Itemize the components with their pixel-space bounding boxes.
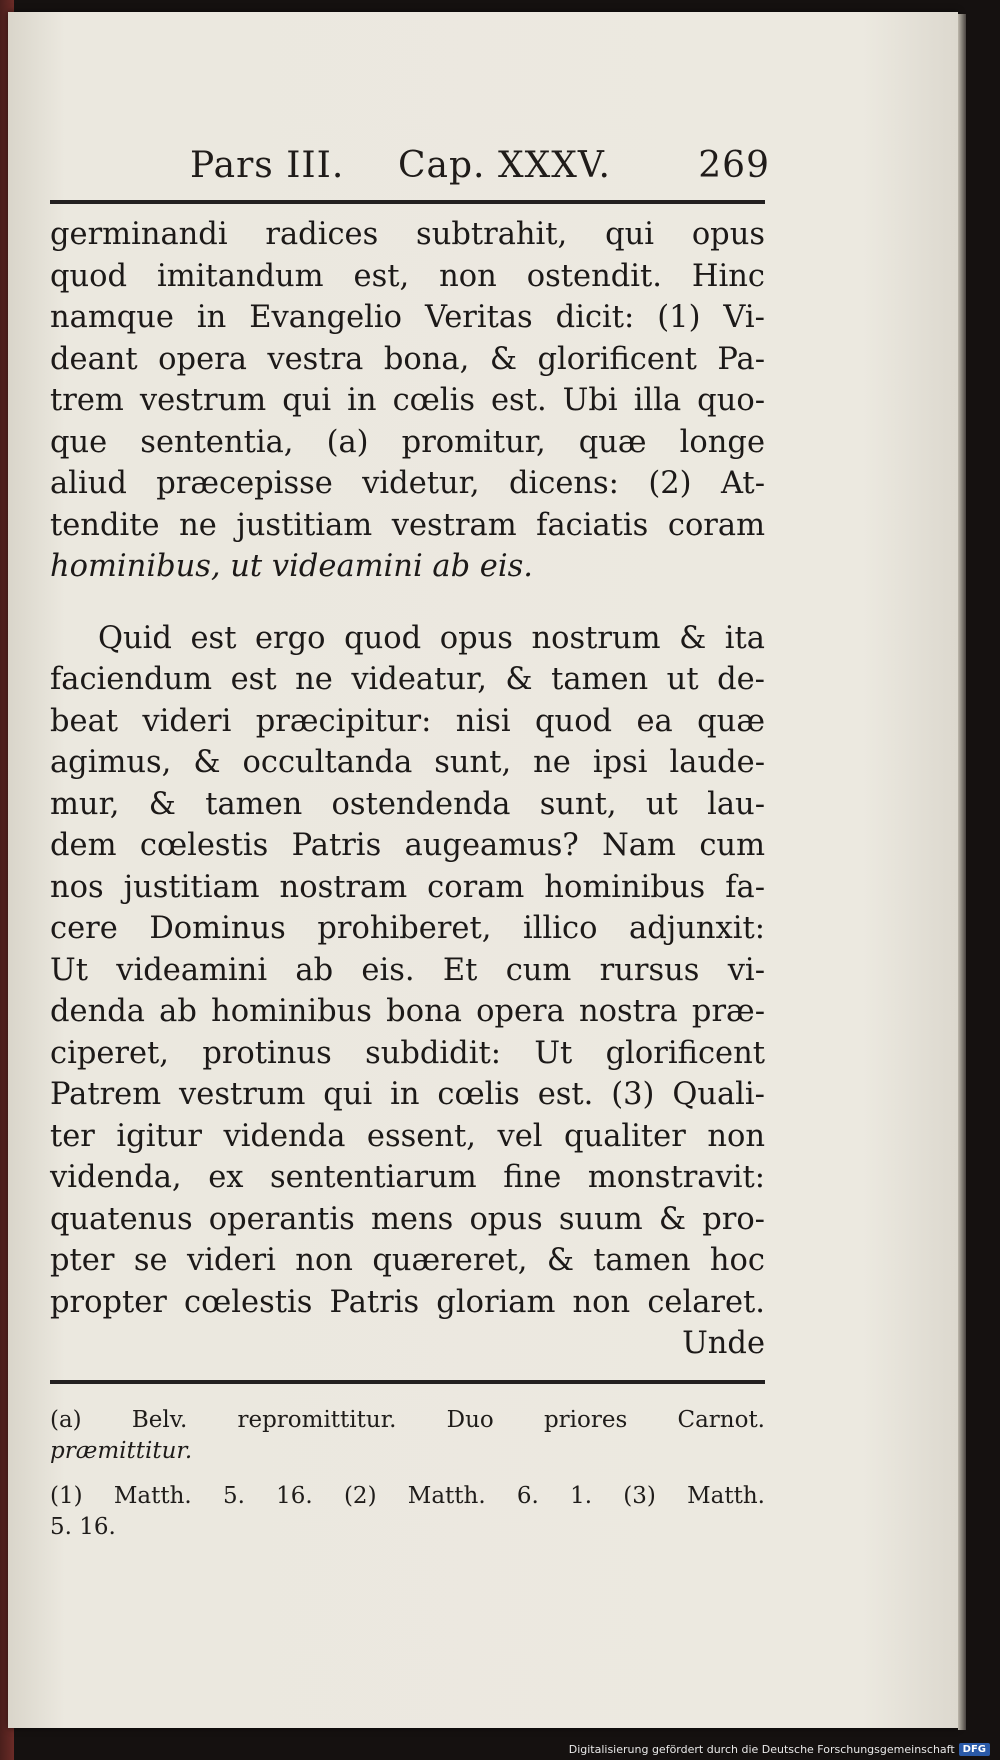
footnote-line: 5. 16.: [50, 1514, 116, 1540]
digitization-text: Digitalisierung gefördert durch die Deutsche Forschungsgemeinschaft: [568, 1743, 955, 1756]
text-line: namque in Evangelio Veritas dicit: (1) Vi-: [50, 300, 765, 335]
text-line: Ut videamini ab eis. Et cum rursus vi-: [50, 952, 765, 988]
text-line: quod imitandum est, non ostendit. Hinc: [50, 258, 765, 294]
page-number: 269: [698, 145, 770, 186]
text-line: mur, & tamen ostendenda sunt, ut lau-: [50, 786, 765, 822]
footnote-line: (1) Matth. 5. 16. (2) Matth. 6. 1. (3) Matth.: [50, 1483, 765, 1509]
text-line: deant opera vestra bona, & glorificent Pa-: [50, 341, 765, 377]
text-line: pter se videri non quæreret, & tamen hoc: [50, 1243, 765, 1278]
text-line: aliud præcepisse videtur, dicens: (2) At-: [50, 466, 765, 501]
text-line: tendite ne justitiam vestram faciatis coram: [50, 507, 765, 543]
catchword: Unde: [682, 1326, 765, 1361]
text-line: denda ab hominibus bona opera nostra præ-: [50, 994, 765, 1029]
text-line: propter cœlestis Patris gloriam non celaret.: [50, 1284, 765, 1320]
digitization-credit: [569, 1743, 990, 1756]
main-text: [50, 214, 765, 1365]
text-line: videnda, ex sententiarum fine monstravit:: [50, 1160, 765, 1195]
text-line: hominibus, ut videamini ab eis.: [50, 549, 533, 584]
text-line: cere Dominus prohiberet, illico adjunxit:: [50, 911, 765, 946]
text-line: faciendum est ne videatur, & tamen ut de-: [50, 662, 765, 697]
text-line: ciperet, protinus subdidit: Ut glorificent: [50, 1035, 765, 1071]
running-header: [190, 145, 770, 195]
text-line: quatenus operantis mens opus suum & pro-: [50, 1201, 765, 1237]
header-chapter: Cap. XXXV.: [398, 145, 611, 186]
text-line: Patrem vestrum qui in cœlis est. (3) Quali-: [50, 1077, 765, 1112]
dfg-logo: DFG: [959, 1743, 990, 1756]
page-edge-shadow: [958, 14, 966, 1730]
text-line: agimus, & occultanda sunt, ne ipsi laude-: [50, 745, 765, 780]
text-line: ter igitur videnda essent, vel qualiter non: [50, 1118, 765, 1154]
text-line: beat videri præcipitur: nisi quod ea quæ: [50, 703, 765, 739]
header-rule: [50, 200, 765, 204]
footnote-line: (a) Belv. repromittitur. Duo priores Carnot.: [50, 1407, 765, 1433]
text-line: dem cœlestis Patris augeamus? Nam cum: [50, 828, 765, 863]
text-line: que sententia, (a) promitur, quæ longe: [50, 424, 765, 460]
footnote-line: præmittitur.: [50, 1438, 193, 1464]
text-line: Quid est ergo quod opus nostrum & ita: [98, 620, 765, 656]
text-line: nos justitiam nostram coram hominibus fa-: [50, 869, 765, 905]
text-line: trem vestrum qui in cœlis est. Ubi illa quo-: [50, 383, 765, 418]
footnote-rule: [50, 1380, 765, 1384]
header-part: Pars III.: [190, 145, 345, 186]
text-line: germinandi radices subtrahit, qui opus: [50, 217, 765, 252]
footnotes: [50, 1405, 765, 1543]
